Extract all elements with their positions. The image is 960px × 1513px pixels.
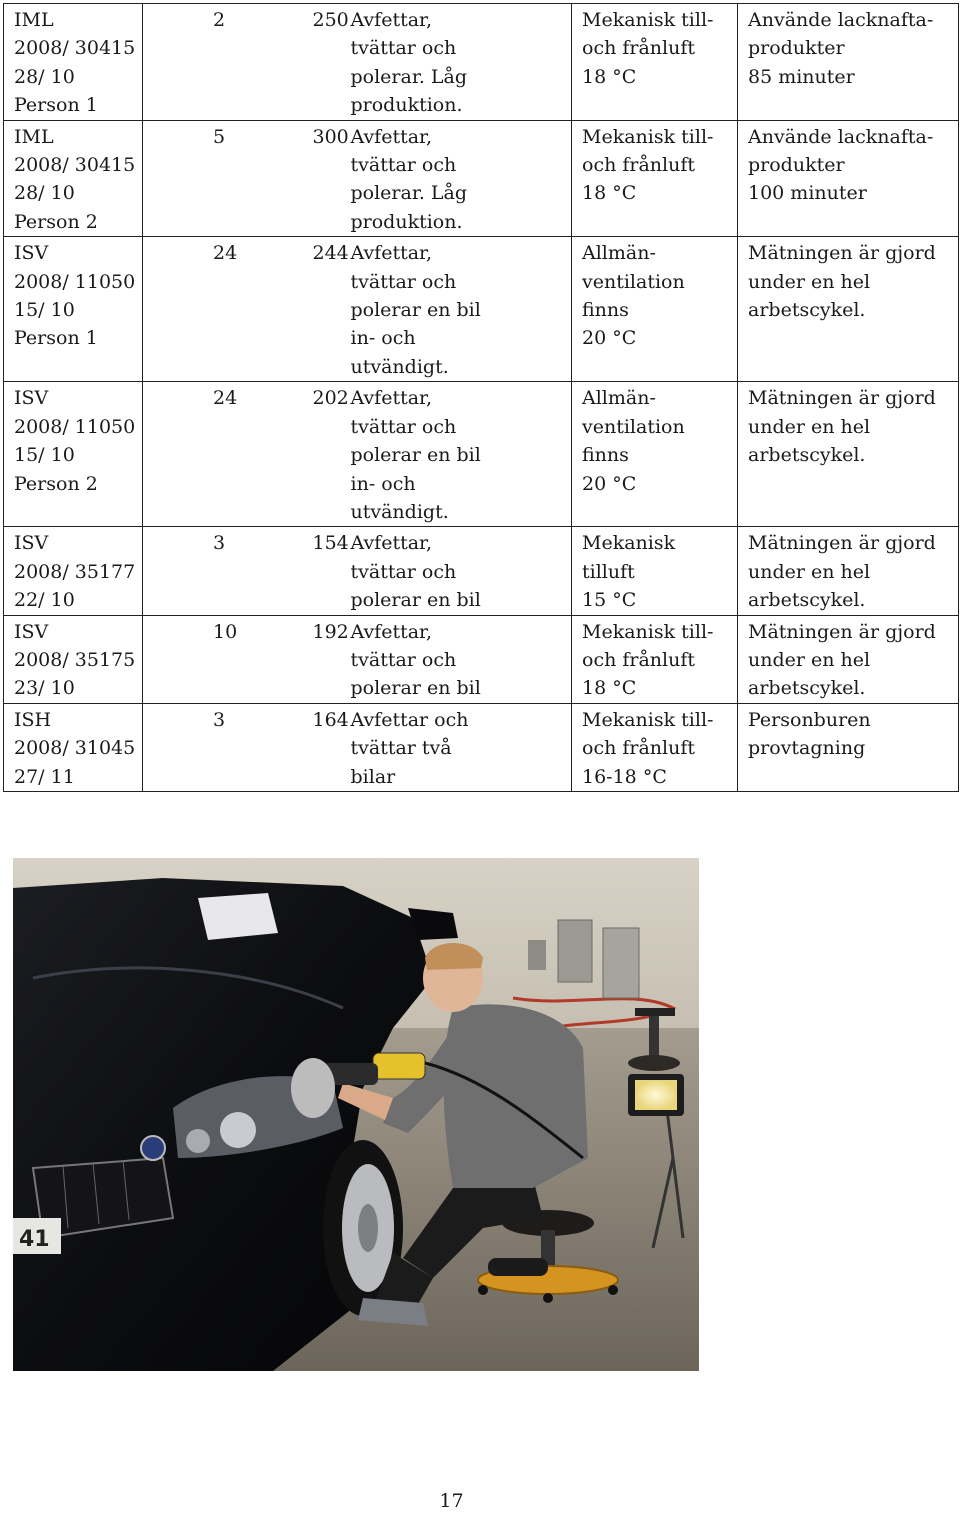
cell-note: Använde lacknafta- produkter 85 minuter [738,4,959,121]
cell-duration: 244 [293,237,339,382]
car-polishing-illustration [13,858,699,1371]
cell-note: Mätningen är gjord under en hel arbetscykel. [738,237,959,382]
table-row [4,120,959,237]
cell-task: Avfettar, tvättar och polerar. Låg produktion. [339,120,572,237]
cell-id: ISV 2008/ 11050 15/ 10 Person 1 [4,237,143,382]
cell-id: ISV 2008/ 35177 22/ 10 [4,527,143,615]
cell-ventilation: Mekanisk till- och frånluft 18 °C [572,615,738,703]
cell-count: 3 [143,527,293,615]
cell-ventilation: Mekanisk till- och frånluft 16-18 °C [572,703,738,791]
cell-count: 3 [143,703,293,791]
cell-note: Mätningen är gjord under en hel arbetscykel. [738,382,959,527]
cell-count: 24 [143,382,293,527]
cell-duration: 202 [293,382,339,527]
cell-id: IML 2008/ 30415 28/ 10 Person 1 [4,4,143,121]
table-row [4,703,959,791]
cell-ventilation: Mekanisk tilluft 15 °C [572,527,738,615]
table-row [4,615,959,703]
cell-task: Avfettar, tvättar och polerar en bil in- och utvändigt. [339,237,572,382]
cell-duration: 300 [293,120,339,237]
measurement-table [3,3,959,792]
cell-count: 5 [143,120,293,237]
cell-count: 2 [143,4,293,121]
cell-task: Avfettar, tvättar och polerar en bil [339,615,572,703]
cell-count: 24 [143,237,293,382]
table-row [4,4,959,121]
car-polishing-photo [13,858,699,1371]
table-row [4,382,959,527]
paper-note [198,893,278,940]
cell-ventilation: Mekanisk till- och frånluft 18 °C [572,120,738,237]
cell-ventilation: Allmän- ventilation finns 20 °C [572,237,738,382]
cell-note: Använde lacknafta- produkter 100 minuter [738,120,959,237]
cell-note: Mätningen är gjord under en hel arbetscykel. [738,615,959,703]
cell-ventilation: Allmän- ventilation finns 20 °C [572,382,738,527]
page-number: 17 [439,1490,464,1512]
cell-id: ISV 2008/ 11050 15/ 10 Person 2 [4,382,143,527]
cell-id: IML 2008/ 30415 28/ 10 Person 2 [4,120,143,237]
cell-note: Mätningen är gjord under en hel arbetscykel. [738,527,959,615]
cell-id: ISV 2008/ 35175 23/ 10 [4,615,143,703]
svg-text:41: 41 [19,1227,50,1252]
cell-task: Avfettar och tvättar två bilar [339,703,572,791]
cell-task: Avfettar, tvättar och polerar. Låg produktion. [339,4,572,121]
table-row [4,527,959,615]
cell-duration: 154 [293,527,339,615]
cell-duration: 164 [293,703,339,791]
table-row [4,237,959,382]
cell-note: Personburen provtagning [738,703,959,791]
cell-id: ISH 2008/ 31045 27/ 11 [4,703,143,791]
license-plate [13,1218,61,1254]
measurement-table-body [4,4,959,792]
cell-count: 10 [143,615,293,703]
cell-task: Avfettar, tvättar och polerar en bil in- och utvändigt. [339,382,572,527]
cell-duration: 192 [293,615,339,703]
cell-duration: 250 [293,4,339,121]
cell-ventilation: Mekanisk till- och frånluft 18 °C [572,4,738,121]
cell-task: Avfettar, tvättar och polerar en bil [339,527,572,615]
